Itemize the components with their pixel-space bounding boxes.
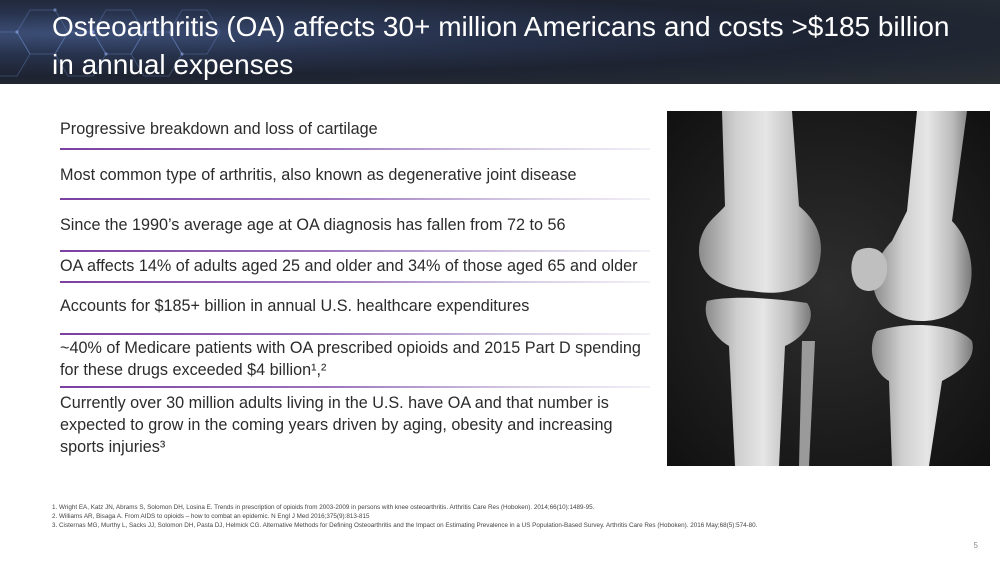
bullet-item: OA affects 14% of adults aged 25 and older and 34% of those aged 65 and older [60,257,638,275]
bullet-item: Accounts for $185+ billion in annual U.S. healthcare expenditures [60,297,530,315]
knee-xray-image [667,111,990,466]
page-number: 5 [973,541,978,550]
reference-item: 3. Cisternas MG, Murthy L, Sacks JJ, Solomon DH, Pasta DJ, Helmick CG. Alternative Methods for Defining Osteoarthritis and the Impact on Estimating Prevalence in a US Population-Based Survey. Arthritis Care Res (Hoboken). 2016 May;68(5):574-80. [52,522,758,529]
reference-item: 2. Williams AR, Bisaga A. From AIDS to opioids – how to combat an epidemic. N Engl J Med 2016;375(9):813-815 [52,513,370,520]
bullet-item: Most common type of arthritis, also known as degenerative joint disease [60,166,577,184]
bullet-item: Currently over 30 million adults living in the U.S. have OA and that number is expected to grow in the coming years driven by aging, obesity and increasing sports injuries³ [60,394,613,456]
slide-title: Osteoarthritis (OA) affects 30+ million Americans and costs >$185 billion in annual expenses [52,11,950,80]
references [52,503,972,530]
bullet-item: Since the 1990’s average age at OA diagnosis has fallen from 72 to 56 [60,216,566,234]
reference-item: 1. Wright EA, Katz JN, Abrams S, Solomon DH, Losina E. Trends in prescription of opioids from 2003-2009 in persons with knee osteoarthritis. Arthritis Care Res (Hoboken). 2014;66(10):1489-95. [52,504,595,511]
slide-header [0,0,1000,84]
bullet-item: Progressive breakdown and loss of cartilage [60,120,378,138]
bullet-list [60,112,650,458]
bullet-item: ~40% of Medicare patients with OA prescribed opioids and 2015 Part D spending for these drugs exceeded $4 billion¹,² [60,339,641,379]
